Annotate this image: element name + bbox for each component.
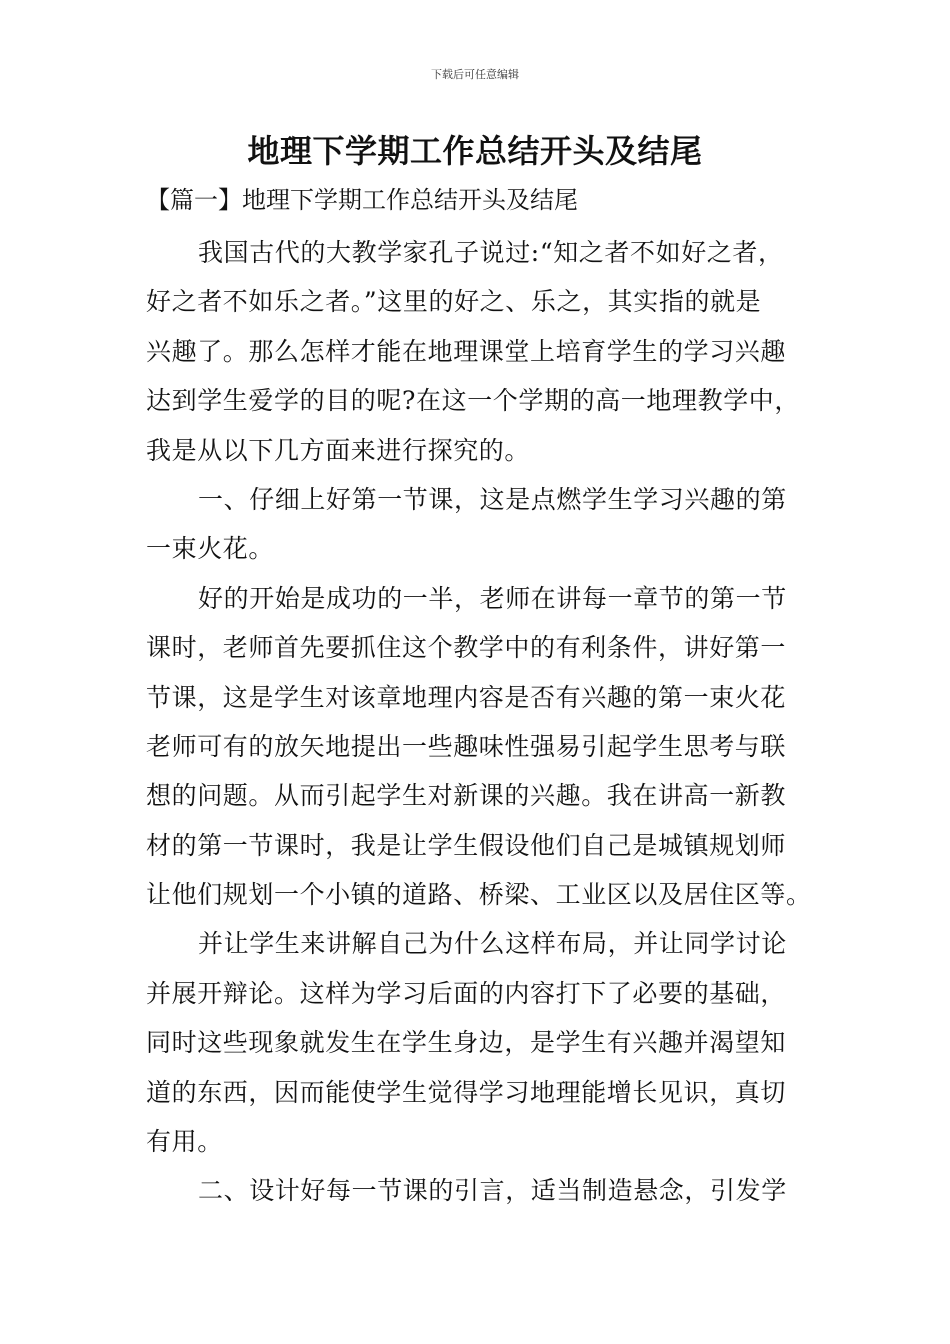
- text-line: 老师可有的放矢地提出一些趣味性强易引起学生思考与联: [146, 731, 787, 761]
- text-line: 我是从以下几方面来进行探究的。: [146, 435, 531, 465]
- text-line: 想的问题。从而引起学生对新课的兴趣。我在讲高一新教: [146, 781, 787, 811]
- text-line: 达到学生爱学的目的呢?在这一个学期的高一地理教学中，: [146, 386, 801, 416]
- text-line: 一束火花。: [146, 534, 275, 564]
- page-header-note: 下载后可任意编辑: [431, 68, 519, 81]
- text-line: 课时，老师首先要抓住这个教学中的有利条件，讲好第一: [146, 633, 787, 663]
- text-line: 道的东西，因而能使学生觉得学习地理能增长见识，真切: [146, 1077, 787, 1107]
- text-line: 让他们规划一个小镇的道路、桥梁、工业区以及居住区等。: [146, 880, 812, 910]
- text-line: 我国古代的大教学家孔子说过:“知之者不如好之者，: [198, 238, 784, 267]
- text-line: 同时这些现象就发生在学生身边，是学生有兴趣并渴望知: [146, 1028, 787, 1058]
- section-heading: 【篇一】地理下学期工作总结开头及结尾: [146, 186, 578, 214]
- text-line: 节课，这是学生对该章地理内容是否有兴趣的第一束火花: [146, 682, 787, 712]
- text-line: 并让学生来讲解自己为什么这样布局，并让同学讨论: [198, 929, 787, 959]
- text-line: 材的第一节课时，我是让学生假设他们自己是城镇规划师: [146, 830, 787, 860]
- document-body: [146, 228, 812, 1216]
- text-line: 二、设计好每一节课的引言，适当制造悬念，引发学: [198, 1176, 787, 1206]
- text-line: 好之者不如乐之者。”这里的好之、乐之，其实指的就是: [146, 287, 762, 317]
- text-line: 一、仔细上好第一节课，这是点燃学生学习兴趣的第: [198, 484, 787, 514]
- text-line: 好的开始是成功的一半，老师在讲每一章节的第一节: [198, 583, 787, 613]
- text-line: 并展开辩论。这样为学习后面的内容打下了必要的基础，: [146, 978, 787, 1008]
- text-line: 有用。: [146, 1127, 223, 1157]
- document-title: 地理下学期工作总结开头及结尾: [247, 132, 703, 170]
- text-line: 兴趣了。那么怎样才能在地理课堂上培育学生的学习兴趣: [146, 336, 787, 366]
